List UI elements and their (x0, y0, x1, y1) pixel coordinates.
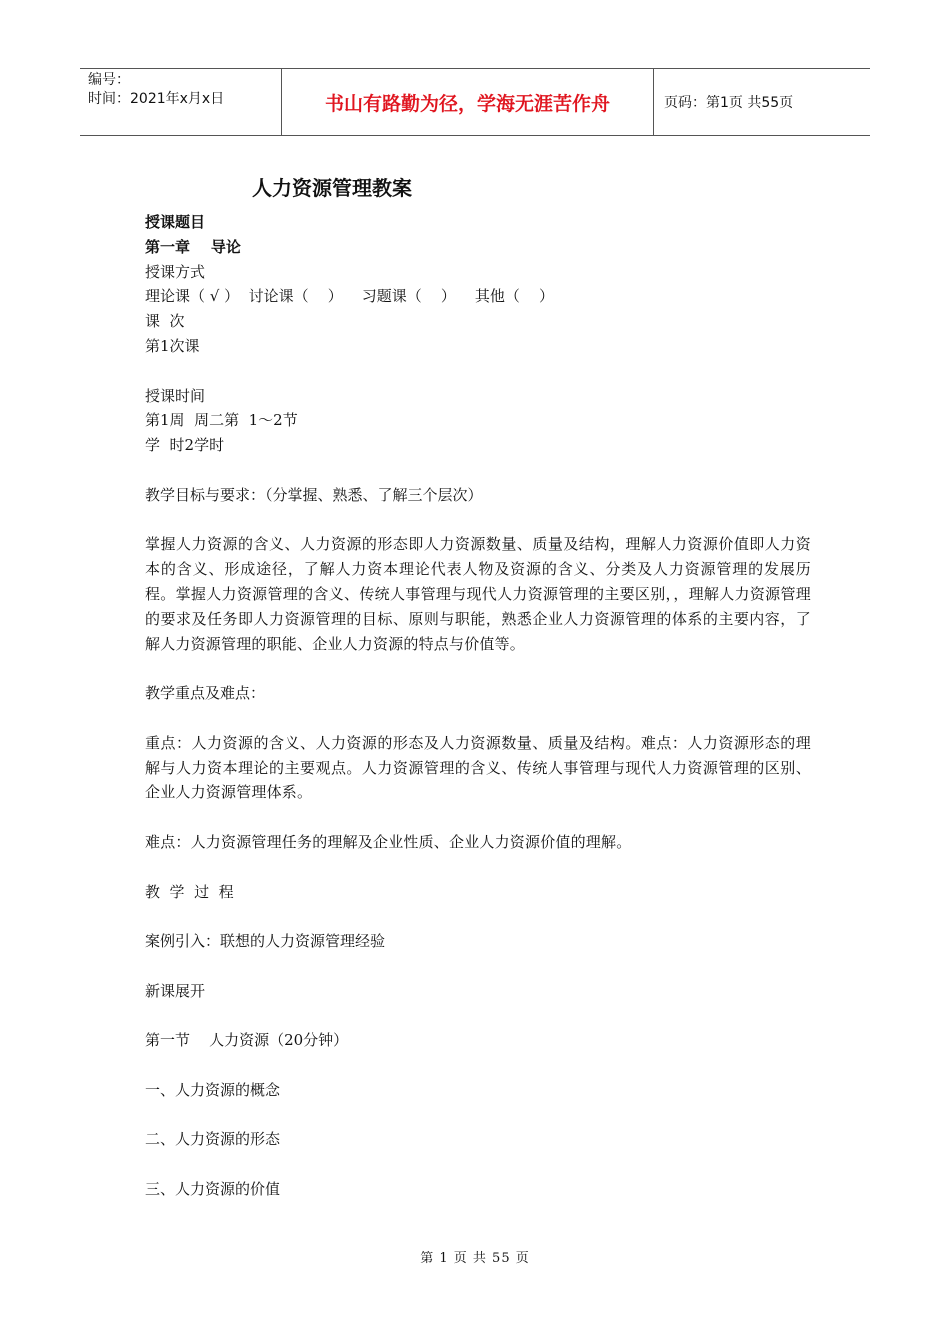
page-header (80, 68, 870, 136)
new-lesson: 新课展开 (145, 981, 206, 1000)
difficulty-text: 难点：人力资源管理任务的理解及企业性质、企业人力资源价值的理解。 (145, 832, 632, 851)
header-motto: 书山有路勤为径，学海无涯苦作舟 (282, 69, 654, 135)
time-value: 第1周 周二第 1～2节 (145, 411, 298, 430)
mode-options: 理论课（ √ ） 讨论课（ ） 习题课（ ） 其他（ ） (145, 287, 554, 306)
key-label: 教学重点及难点： (145, 684, 266, 703)
goal-text: 掌握人力资源的含义、人力资源的形态即人力资源数量、质量及结构，理解人力资源价值即人力资本的含义、形成途径，了解人力资本理论代表人物及资源的含义、分类及人力资源管理的发展历程。掌握人力资源管理的含义、传统人事管理与现代人力资源管理的主要区别，，理解人力资源管理的要求及任务即人力资源管理的目标、原则与职能，熟悉企业人力资源管理的体系的主要内容，了解人力资源管理的职能、企业人力资源的特点与价值等。 (145, 535, 811, 653)
goal-label: 教学目标与要求：（分掌握、熟悉、了解三个层次） (145, 485, 483, 504)
time-label: 授课时间 (145, 386, 206, 405)
header-page-info: 页码：第1页 共55页 (664, 95, 794, 111)
hours: 学 时2学时 (145, 436, 225, 455)
page-footer: 第 1 页 共 55 页 (420, 1251, 530, 1266)
list-item: 二、人力资源的形态 (145, 1130, 281, 1149)
time-label: 时间：2021年x月x日 (88, 91, 225, 107)
case-intro: 案例引入：联想的人力资源管理经验 (145, 932, 386, 951)
topic-label: 授课题目 (145, 213, 206, 231)
list-item: 三、人力资源的价值 (145, 1180, 281, 1199)
mode-label: 授课方式 (145, 262, 206, 281)
session-value: 第1次课 (145, 336, 200, 355)
process-label: 教 学 过 程 (145, 882, 234, 901)
chapter-title: 第一章 导论 (145, 237, 241, 256)
key-text: 重点：人力资源的含义、人力资源的形态及人力资源数量、质量及结构。难点：人力资源形态的理解与人力资本理论的主要观点。人力资源管理的含义、传统人事管理与现代人力资源管理的区别、企业人力资源管理体系。 (145, 733, 811, 802)
list-item: 一、人力资源的概念 (145, 1080, 281, 1099)
section-heading: 第一节 人力资源（20分钟） (145, 1031, 349, 1050)
header-meta (80, 69, 282, 135)
number-label: 编号： (88, 72, 130, 88)
session-label: 课 次 (145, 312, 185, 331)
page-title: 人力资源管理教案 (252, 176, 412, 200)
document-body (145, 210, 811, 1202)
